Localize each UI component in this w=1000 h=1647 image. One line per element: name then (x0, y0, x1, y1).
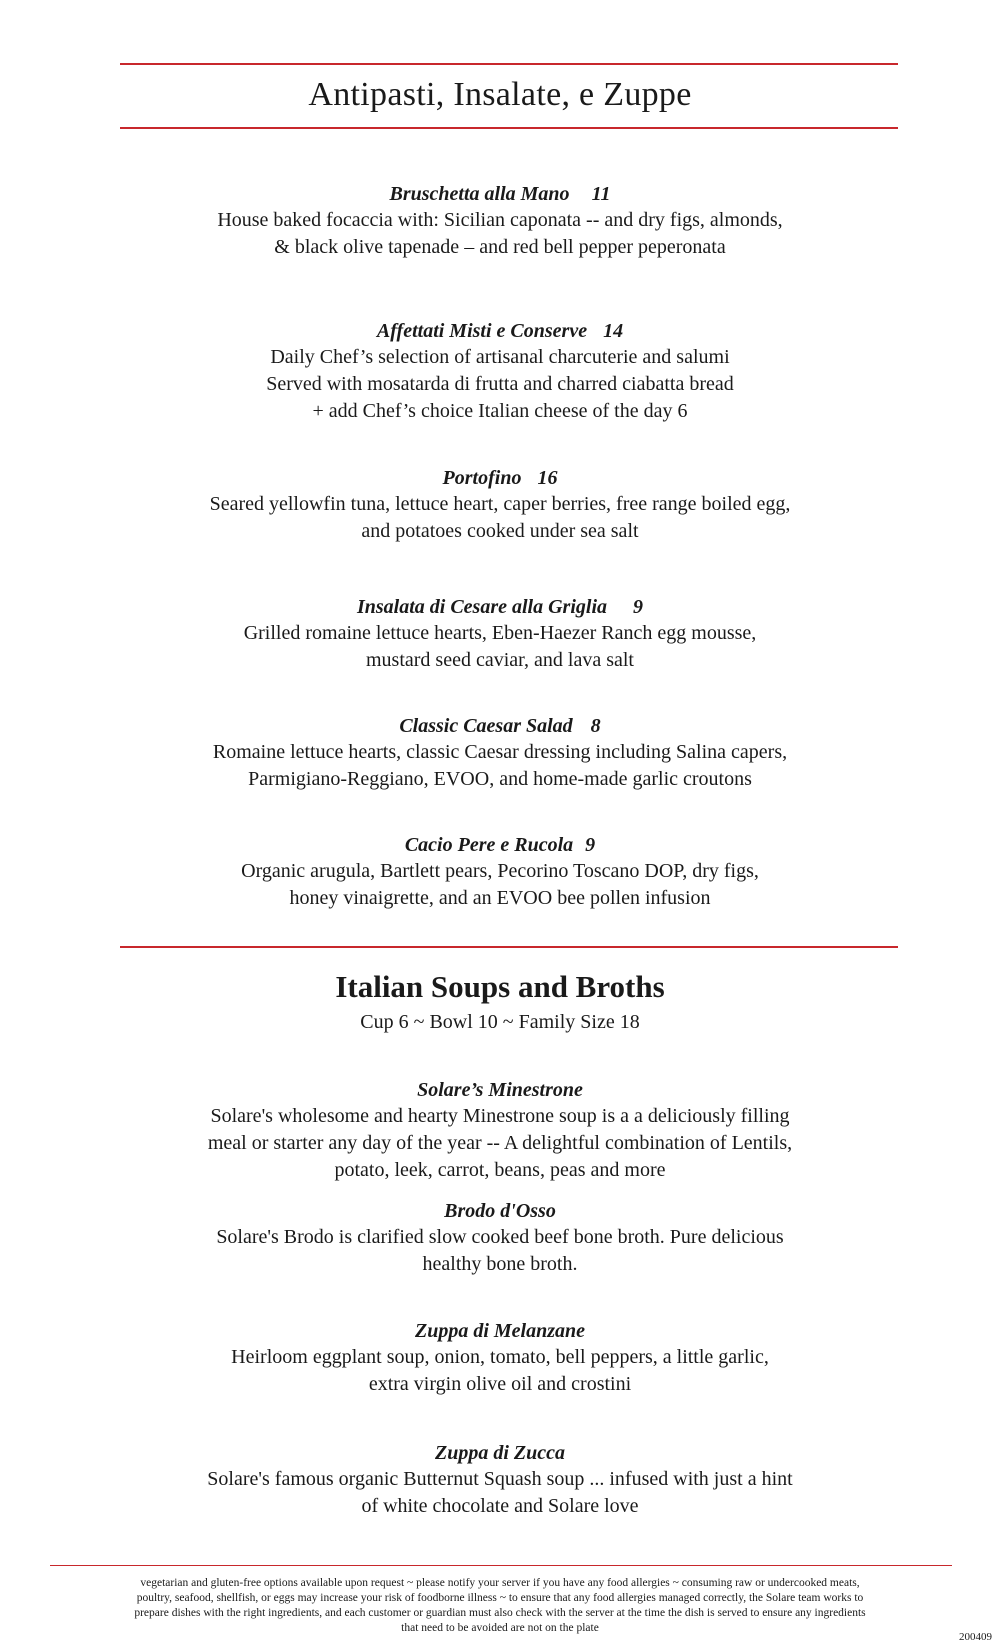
item-name: Portofino (442, 467, 522, 489)
item-price: 14 (603, 320, 624, 342)
item-desc-line: extra virgin olive oil and crostini (368, 1373, 632, 1395)
item-desc-line: & black olive tapenade – and red bell pepper peperonata (274, 236, 726, 258)
menu-code: 200409 (959, 1631, 992, 1643)
item-desc-line: meal or starter any day of the year -- A delightful combination of Lentils, (207, 1132, 793, 1154)
menu-item-melanzane (0, 1318, 1000, 1398)
item-desc-line: Solare's famous organic Butternut Squash soup ... infused with just a hint (207, 1468, 793, 1490)
item-name: Affettati Misti e Conserve (376, 320, 588, 342)
item-name: Bruschetta alla Mano (389, 183, 570, 205)
allergy-disclaimer (70, 1576, 930, 1636)
menu-item-affettati (0, 318, 1000, 425)
footer-rule (50, 1565, 952, 1566)
disclaimer-line: prepare dishes with the right ingredients, and each customer or guardian must also check with the server at the time the dish is served to ensure any ingredients (134, 1607, 866, 1619)
item-desc-line: Solare's Brodo is clarified slow cooked beef bone broth. Pure delicious (216, 1226, 784, 1248)
item-desc-line: Served with mosatarda di frutta and charred ciabatta bread (266, 373, 734, 395)
item-desc-line: House baked focaccia with: Sicilian caponata -- and dry figs, almonds, (217, 209, 783, 231)
item-price: 9 (633, 596, 644, 618)
disclaimer-line: that need to be avoided are not on the plate (401, 1622, 599, 1634)
section-divider-rule (120, 946, 898, 948)
soup-sizes-prices: Cup 6 ~ Bowl 10 ~ Family Size 18 (360, 1011, 640, 1033)
item-name: Solare’s Minestrone (417, 1079, 583, 1101)
section-title-antipasti: Antipasti, Insalate, e Zuppe (308, 76, 692, 113)
item-desc-line: Romaine lettuce hearts, classic Caesar dressing including Salina capers, (212, 741, 788, 763)
disclaimer-line: vegetarian and gluten-free options available upon request ~ please notify your server if you have any food allergies ~ consuming raw or undercooked meats, (140, 1577, 860, 1589)
disclaimer-line: poultry, seafood, shellfish, or eggs may increase your risk of foodborne illness ~ to ensure that any food allergies managed correctly, the Solare team works to (136, 1592, 864, 1604)
item-desc-line: Grilled romaine lettuce hearts, Eben-Haezer Ranch egg mousse, (243, 622, 757, 644)
item-desc-line: honey vinaigrette, and an EVOO bee pollen infusion (289, 887, 711, 909)
title-underline-rule (120, 127, 898, 129)
item-name: Classic Caesar Salad (399, 715, 573, 737)
item-desc-line: and potatoes cooked under sea salt (361, 520, 639, 542)
item-desc-line: healthy bone broth. (422, 1253, 578, 1275)
menu-item-bruschetta (0, 181, 1000, 261)
item-name: Zuppa di Melanzane (414, 1320, 586, 1342)
item-desc-line: mustard seed caviar, and lava salt (366, 649, 634, 671)
menu-item-classic-caesar (0, 713, 1000, 793)
item-desc-line: Daily Chef’s selection of artisanal charcuterie and salumi (270, 346, 730, 368)
item-price: 8 (590, 715, 601, 737)
section-title-soups: Italian Soups and Broths (335, 969, 665, 1004)
item-desc-line: potato, leek, carrot, beans, peas and more (334, 1159, 666, 1181)
item-name: Insalata di Cesare alla Griglia (356, 596, 608, 618)
menu-item-minestrone (0, 1077, 1000, 1184)
item-price: 9 (585, 834, 596, 856)
menu-item-brodo (0, 1198, 1000, 1278)
top-rule (120, 63, 898, 65)
menu-item-zucca (0, 1440, 1000, 1520)
item-desc-line: Organic arugula, Bartlett pears, Pecorino Toscano DOP, dry figs, (241, 860, 759, 882)
item-name: Brodo d'Osso (444, 1200, 556, 1222)
item-desc-line: Seared yellowfin tuna, lettuce heart, caper berries, free range boiled egg, (209, 493, 791, 515)
item-name: Zuppa di Zucca (435, 1442, 565, 1464)
item-name: Cacio Pere e Rucola (404, 834, 574, 856)
item-desc-line: of white chocolate and Solare love (361, 1495, 639, 1517)
item-desc-line: + add Chef’s choice Italian cheese of the day 6 (312, 400, 688, 422)
item-price: 16 (537, 467, 558, 489)
item-desc-line: Heirloom eggplant soup, onion, tomato, bell peppers, a little garlic, (231, 1346, 769, 1368)
item-desc-line: Parmigiano-Reggiano, EVOO, and home-made garlic croutons (248, 768, 752, 790)
item-desc-line: Solare's wholesome and hearty Minestrone soup is a a deliciously filling (210, 1105, 790, 1127)
item-price: 11 (591, 183, 611, 205)
menu-item-cacio-pere (0, 832, 1000, 912)
menu-item-portofino (0, 465, 1000, 545)
menu-item-cesare-griglia (0, 594, 1000, 674)
